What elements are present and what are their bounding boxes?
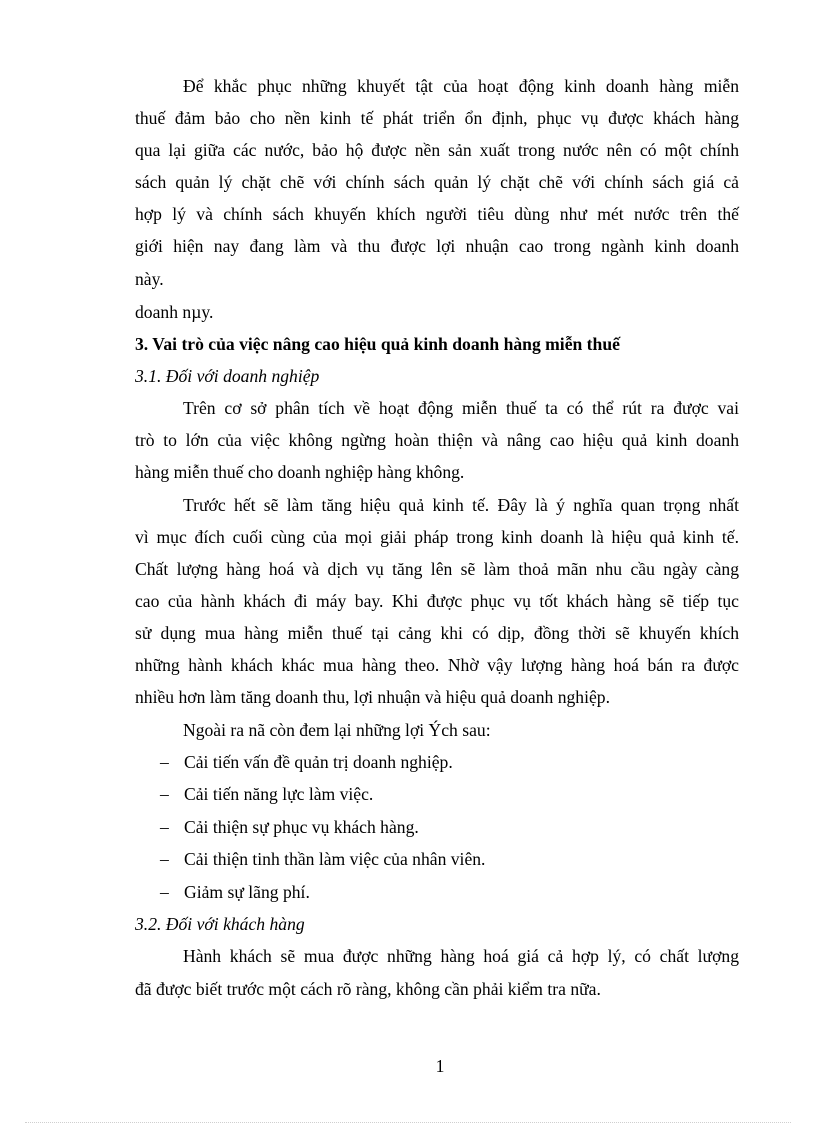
bullet-text: Giảm sự lãng phí.	[184, 882, 310, 902]
bullet-dash: –	[160, 752, 169, 772]
paragraph-1-line-2: thuế đảm bảo cho nền kinh tế phát triển ổn định, phục vụ được khách hàng	[135, 108, 739, 128]
bullet-dash: –	[160, 849, 169, 869]
paragraph-1-line-6: giới hiện nay đang làm và thu được lợi nhuận cao trong ngành kinh doanh	[135, 236, 739, 256]
paragraph-1-line-4: sách quản lý chặt chẽ với chính sách quản lý chặt chẽ với chính sách giá cả	[135, 172, 739, 192]
section-3-2-para-line-1: Hành khách sẽ mua được những hàng hoá giá cả hợp lý, có chất lượng	[183, 946, 739, 966]
section-3-1-para-a-line-3: hàng miễn thuế cho doanh nghiệp hàng không.	[135, 462, 465, 482]
section-3-1-para-a-line-2: trò to lớn của việc không ngừng hoàn thiện và nâng cao hiệu quả kinh doanh	[135, 430, 739, 450]
section-3-1-heading: 3.1. Đối với doanh nghiệp	[135, 366, 320, 386]
bullet-text: Cải tiến năng lực làm việc.	[184, 784, 374, 804]
section-3-heading: 3. Vai trò của việc nâng cao hiệu quả kinh doanh hàng miễn thuế	[135, 334, 620, 354]
paragraph-1-line-7: này.	[135, 269, 164, 289]
section-3-1-para-b-line-5: sử dụng mua hàng miễn thuế tại cảng khi có dịp, đồng thời sẽ khuyến khích	[135, 623, 739, 643]
stray-line: doanh nµy.	[135, 302, 214, 322]
benefits-intro: Ngoài ra nã còn đem lại những lợi Ých sau:	[183, 720, 491, 740]
page-number: 1	[435, 1056, 445, 1076]
bullet-text: Cải tiến vấn đề quản trị doanh nghiệp.	[184, 752, 453, 772]
paragraph-1-line-3: qua lại giữa các nước, bảo hộ được nền sản xuất trong nước nên có một chính	[135, 140, 739, 160]
section-3-2-para-line-2: đã được biết trước một cách rõ ràng, không cần phải kiểm tra nữa.	[135, 979, 601, 999]
bullet-text: Cải thiện sự phục vụ khách hàng.	[184, 817, 419, 837]
paragraph-1-line-5: hợp lý và chính sách khuyến khích người tiêu dùng như mét nước trên thế	[135, 204, 739, 224]
bullet-dash: –	[160, 817, 169, 837]
section-3-1-para-b-line-4: cao của hành khách đi máy bay. Khi được phục vụ tốt khách hàng sẽ tiếp tục	[135, 591, 739, 611]
section-3-1-para-b-line-3: Chất lượng hàng hoá và dịch vụ tăng lên sẽ làm thoả mãn nhu cầu ngày càng	[135, 559, 739, 579]
section-3-1-para-b-line-7: nhiều hơn làm tăng doanh thu, lợi nhuận và hiệu quả doanh nghiệp.	[135, 687, 610, 707]
section-3-1-para-b-line-1: Trước hết sẽ làm tăng hiệu quả kinh tế. Đây là ý nghĩa quan trọng nhất	[183, 495, 739, 515]
bullet-dash: –	[160, 784, 169, 804]
section-3-2-heading: 3.2. Đối với khách hàng	[135, 914, 305, 934]
section-3-1-para-a-line-1: Trên cơ sở phân tích về hoạt động miễn thuế ta có thể rút ra được vai	[183, 398, 739, 418]
paragraph-1-line-1: Để khắc phục những khuyết tật của hoạt động kinh doanh hàng miễn	[183, 76, 739, 96]
bullet-dash: –	[160, 882, 169, 902]
section-3-1-para-b-line-6: những hành khách khác mua hàng theo. Nhờ vậy lượng hàng hoá bán ra được	[135, 655, 739, 675]
section-3-1-para-b-line-2: vì mục đích cuối cùng của mọi giải pháp trong kinh doanh là hiệu quả kinh tế.	[135, 527, 739, 547]
bullet-text: Cải thiện tinh thần làm việc của nhân viên.	[184, 849, 486, 869]
